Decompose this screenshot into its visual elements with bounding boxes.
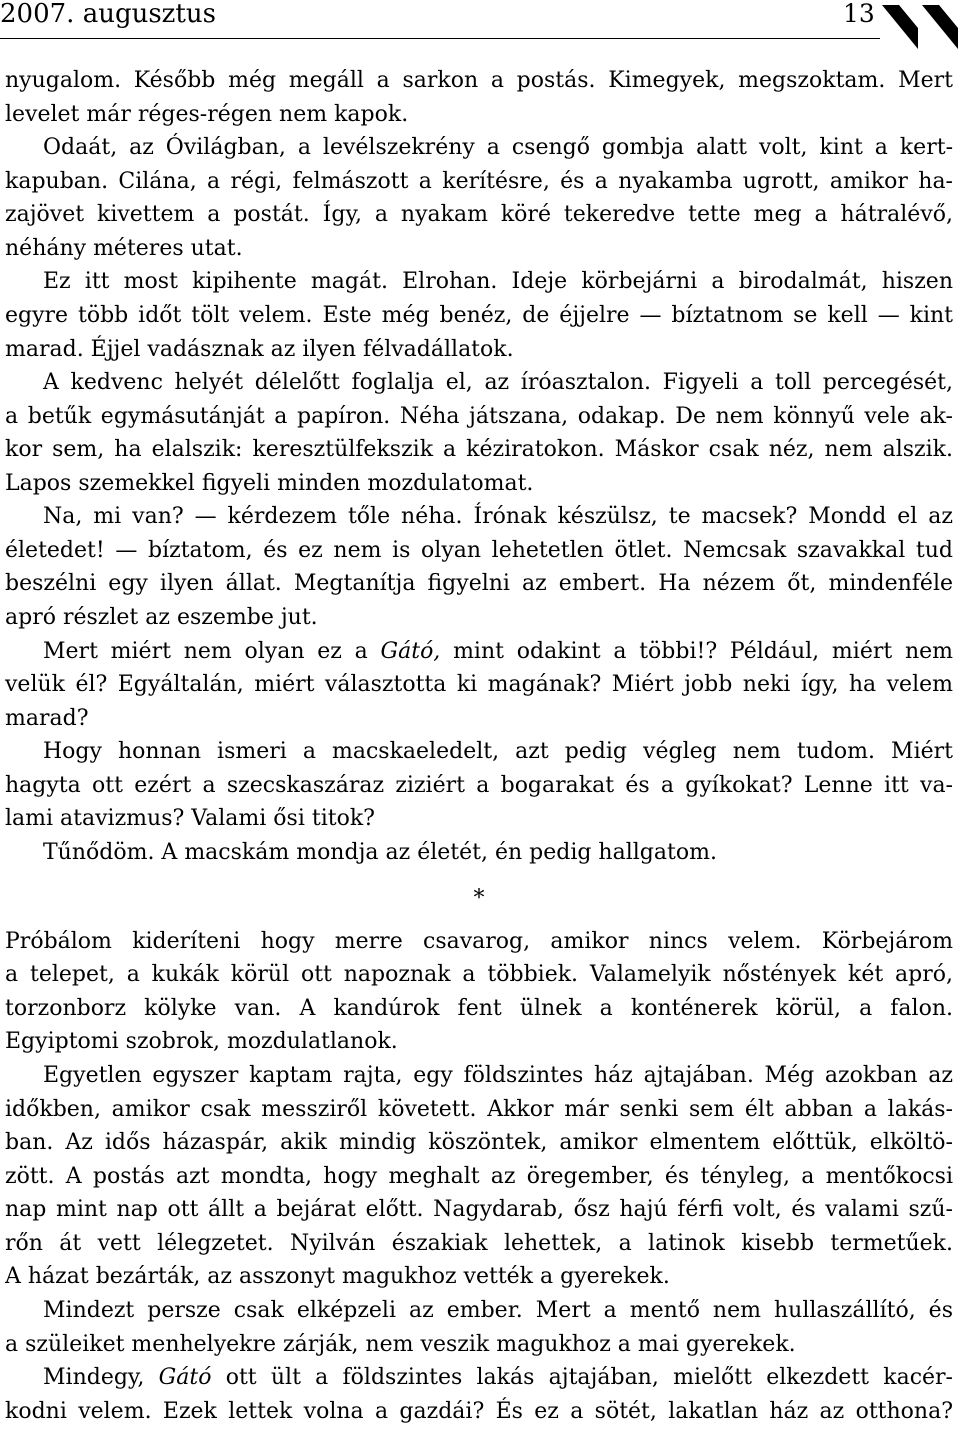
logo-wedge-left [882, 5, 918, 49]
text-line [5, 198, 953, 232]
line-text: Próbálom kideríteni hogy merre csavarog, amikor nincs velem. Körbejárom [5, 928, 953, 954]
line-text: A kedvenc helyét délelőtt foglalja el, az íróasztalon. Figyeli a toll percegését, [43, 370, 953, 396]
text-line [5, 1160, 953, 1194]
text-line [5, 64, 953, 98]
line-text: időkben, amikor csak messziről követett. Akkor már senki sem élt abban a lakás- [5, 1096, 953, 1122]
text-line [5, 1227, 953, 1261]
line-text: levelet már réges-régen nem kapok. [5, 101, 409, 127]
text-line [5, 534, 953, 568]
line-text: apró részlet az eszembe jut. [5, 605, 318, 630]
line-text: Egyetlen egyszer kaptam rajta, egy földszintes ház ajtajában. Még azokban az [43, 1063, 953, 1088]
line-text: ban. Az idős házaspár, akik mindig köszöntek, amikor elmentem előttük, elköltö- [5, 1130, 953, 1156]
text-line [5, 769, 953, 803]
issue-date: 2007. augusztus [0, 0, 216, 29]
paragraph [5, 366, 953, 500]
cat-name-italic: Gátó [158, 1365, 212, 1391]
line-text: marad? [5, 705, 89, 731]
text-line [5, 1126, 953, 1160]
line-text: zajövet kivettem a postát. Így, a nyakam köré tekeredve tette meg a hátralévő, [5, 202, 953, 228]
text-line [5, 735, 953, 769]
line-text: kodni velem. Ezek lettek volna a gazdái? És ez a sötét, lakatlan ház az otthona? [5, 1398, 953, 1424]
line-text: beszélni egy ilyen állat. Megtanítja figyelni az embert. Ha nézem őt, mindenféle [5, 571, 953, 597]
line-text [43, 1365, 953, 1390]
text-line [5, 635, 953, 669]
text-line [5, 1361, 953, 1395]
paragraph [5, 64, 953, 131]
text-line [5, 400, 953, 434]
paragraph [5, 1361, 953, 1428]
line-text: zött. A postás azt mondta, hogy meghalt az öregember, és tényleg, a mentőkocsi [5, 1163, 953, 1189]
line-text: néhány méteres utat. [5, 235, 243, 261]
line-text: Egyiptomi szobrok, mozdulatlanok. [5, 1029, 398, 1055]
text-line [5, 265, 953, 299]
text-line [5, 467, 953, 501]
paragraph [5, 1059, 953, 1294]
text-line [5, 802, 953, 836]
line-segment: Mindegy, [43, 1365, 159, 1391]
page-number: 13 [843, 0, 875, 28]
text-line [5, 232, 953, 266]
line-segment: Mert miért nem olyan ez a [43, 638, 381, 664]
line-text [43, 639, 953, 664]
cat-name-italic: Gátó, [380, 638, 441, 664]
text-line [5, 1294, 953, 1328]
line-text: rőn át vett lélegzetet. Nyilván északiak lehettek, a latinok kisebb termetűek. [5, 1230, 953, 1256]
line-text: Mindezt persze csak elképzeli az ember. Mert a mentő nem hullaszállító, és [43, 1297, 953, 1323]
text-line [5, 366, 953, 400]
text-line [5, 299, 953, 333]
line-text: kapuban. Cilána, a régi, felmászott a kerítésre, és a nyakamba ugrott, amikor ha- [5, 168, 953, 194]
line-text: hagyta ott ezért a szecskaszáraz ziziért a bogarakat és a gyíkokat? Lenne itt va- [5, 772, 953, 798]
section-1 [5, 64, 953, 870]
text-line [5, 165, 953, 199]
line-text: marad. Éjjel vadásznak az ilyen félvadállatok. [5, 336, 514, 362]
line-text: velük él? Egyáltalán, miért választotta ki magának? Miért jobb neki így, ha velem [5, 672, 953, 698]
logo-wedge-right [922, 5, 958, 49]
magazine-logo-icon [882, 3, 958, 49]
text-line [5, 836, 953, 870]
text-line [5, 702, 953, 736]
text-line [5, 333, 953, 367]
text-line [5, 992, 953, 1026]
paragraph [5, 925, 953, 1059]
line-segment: mint odakint a többi!? Például, miért nem [440, 638, 954, 664]
line-text: torzonborz kölyke van. A kandúrok fent ülnek a konténerek körül, a falon. [5, 995, 953, 1021]
paragraph [5, 735, 953, 836]
line-text: lami atavizmus? Valami ősi titok? [5, 806, 375, 832]
text-line [5, 925, 953, 959]
text-line [5, 1260, 953, 1294]
text-line [5, 1025, 953, 1059]
line-text: a szüleiket menhelyekre zárják, nem veszik magukhoz a mai gyerekek. [5, 1331, 796, 1357]
line-text: kor sem, ha elalszik: keresztülfekszik a kéziratokon. Máskor csak néz, nem alszik. [5, 437, 953, 463]
line-text: Lapos szemekkel figyeli minden mozdulatomat. [5, 470, 534, 496]
text-line [5, 433, 953, 467]
section-separator: * [473, 885, 485, 911]
line-text: Odaát, az Óvilágban, a levélszekrény a csengő gombja alatt volt, kint a kert- [43, 135, 953, 161]
text-line [5, 131, 953, 165]
line-text: Ez itt most kipihente magát. Elrohan. Ideje körbejárni a birodalmát, hiszen [43, 269, 953, 295]
paragraph [5, 131, 953, 265]
line-text: Na, mi van? — kérdezem tőle néha. Írónak készülsz, te macsek? Mondd el az [43, 504, 953, 530]
line-text: Tűnődöm. A macskám mondja az életét, én pedig hallgatom. [43, 839, 717, 865]
text-line [5, 958, 953, 992]
text-line [5, 668, 953, 702]
line-text: nyugalom. Később még megáll a sarkon a postás. Kimegyek, megszoktam. Mert [5, 68, 953, 93]
line-text: egyre több időt tölt velem. Este még benéz, de éjjelre — bíztatnom se kell — kint [5, 302, 953, 328]
line-text: életedet! — bíztatom, és ez nem is olyan lehetetlen ötlet. Nemcsak szavakkal tud [5, 537, 953, 563]
header-rule [0, 38, 880, 39]
line-text: a betűk egymásutánját a papíron. Néha játszana, odakap. De nem könnyű vele ak- [5, 403, 953, 429]
text-line [5, 1193, 953, 1227]
paragraph [5, 635, 953, 736]
line-text: a telepet, a kukák körül ott napoznak a többiek. Valamelyik nőstények két apró, [5, 962, 953, 988]
paragraph [5, 836, 953, 870]
text-line [5, 1093, 953, 1127]
text-line [5, 98, 953, 132]
text-line [5, 1328, 953, 1362]
text-line [5, 500, 953, 534]
line-text: A házat bezárták, az asszonyt magukhoz vették a gyerekek. [5, 1264, 670, 1290]
text-line [5, 567, 953, 601]
text-line [5, 1395, 953, 1429]
line-segment: ott ült a földszintes lakás ajtajában, mielőtt elkezdett kacér- [211, 1365, 953, 1391]
text-line [5, 1059, 953, 1093]
paragraph [5, 1294, 953, 1361]
article-body [5, 64, 953, 1428]
paragraph [5, 265, 953, 366]
line-text: Hogy honnan ismeri a macskaeledelt, azt pedig végleg nem tudom. Miért [43, 739, 953, 765]
text-line [5, 601, 953, 635]
paragraph [5, 500, 953, 634]
section-2 [5, 925, 953, 1428]
line-text: nap mint nap ott állt a bejárat előtt. Nagydarab, ősz hajú férfi volt, és valami szű- [5, 1197, 953, 1223]
